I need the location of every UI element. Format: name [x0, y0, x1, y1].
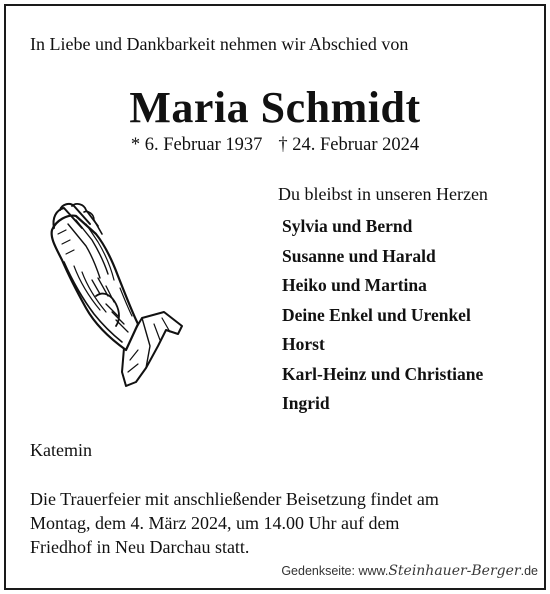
footer-tld: .de — [520, 564, 538, 578]
mourner-name: Heiko und Martina — [282, 275, 427, 295]
place-name: Katemin — [30, 440, 92, 460]
funeral-line: Friedhof in Neu Darchau statt. — [30, 537, 250, 557]
footer-label: Gedenkseite: www. — [281, 564, 389, 578]
mourner-name: Ingrid — [282, 393, 330, 413]
mourner-name: Horst — [282, 334, 325, 354]
mourner-name: Karl-Heinz und Christiane — [282, 363, 484, 384]
footer-brand: Steinhauer-Berger — [388, 563, 521, 579]
praying-hands-icon — [46, 200, 188, 390]
death-date: † 24. Februar 2024 — [278, 135, 420, 155]
mourner-list — [282, 214, 483, 421]
mourner-name: Deine Enkel und Urenkel — [282, 304, 471, 325]
funeral-details — [30, 487, 530, 559]
life-dates — [0, 135, 550, 156]
heart-line: Du bleibst in unseren Herzen — [278, 184, 488, 204]
funeral-line: Die Trauerfeier mit anschließender Beisetzung findet am — [30, 489, 439, 509]
birth-date: * 6. Februar 1937 — [130, 135, 263, 155]
mourner-name: Susanne und Harald — [282, 245, 436, 266]
deceased-name: Maria Schmidt — [129, 83, 421, 132]
intro-text: In Liebe und Dankbarkeit nehmen wir Abschied von — [30, 34, 409, 54]
memorial-page-link[interactable] — [281, 563, 538, 579]
funeral-line: Montag, dem 4. März 2024, um 14.00 Uhr auf dem — [30, 513, 400, 533]
mourner-name: Sylvia und Bernd — [282, 216, 413, 236]
